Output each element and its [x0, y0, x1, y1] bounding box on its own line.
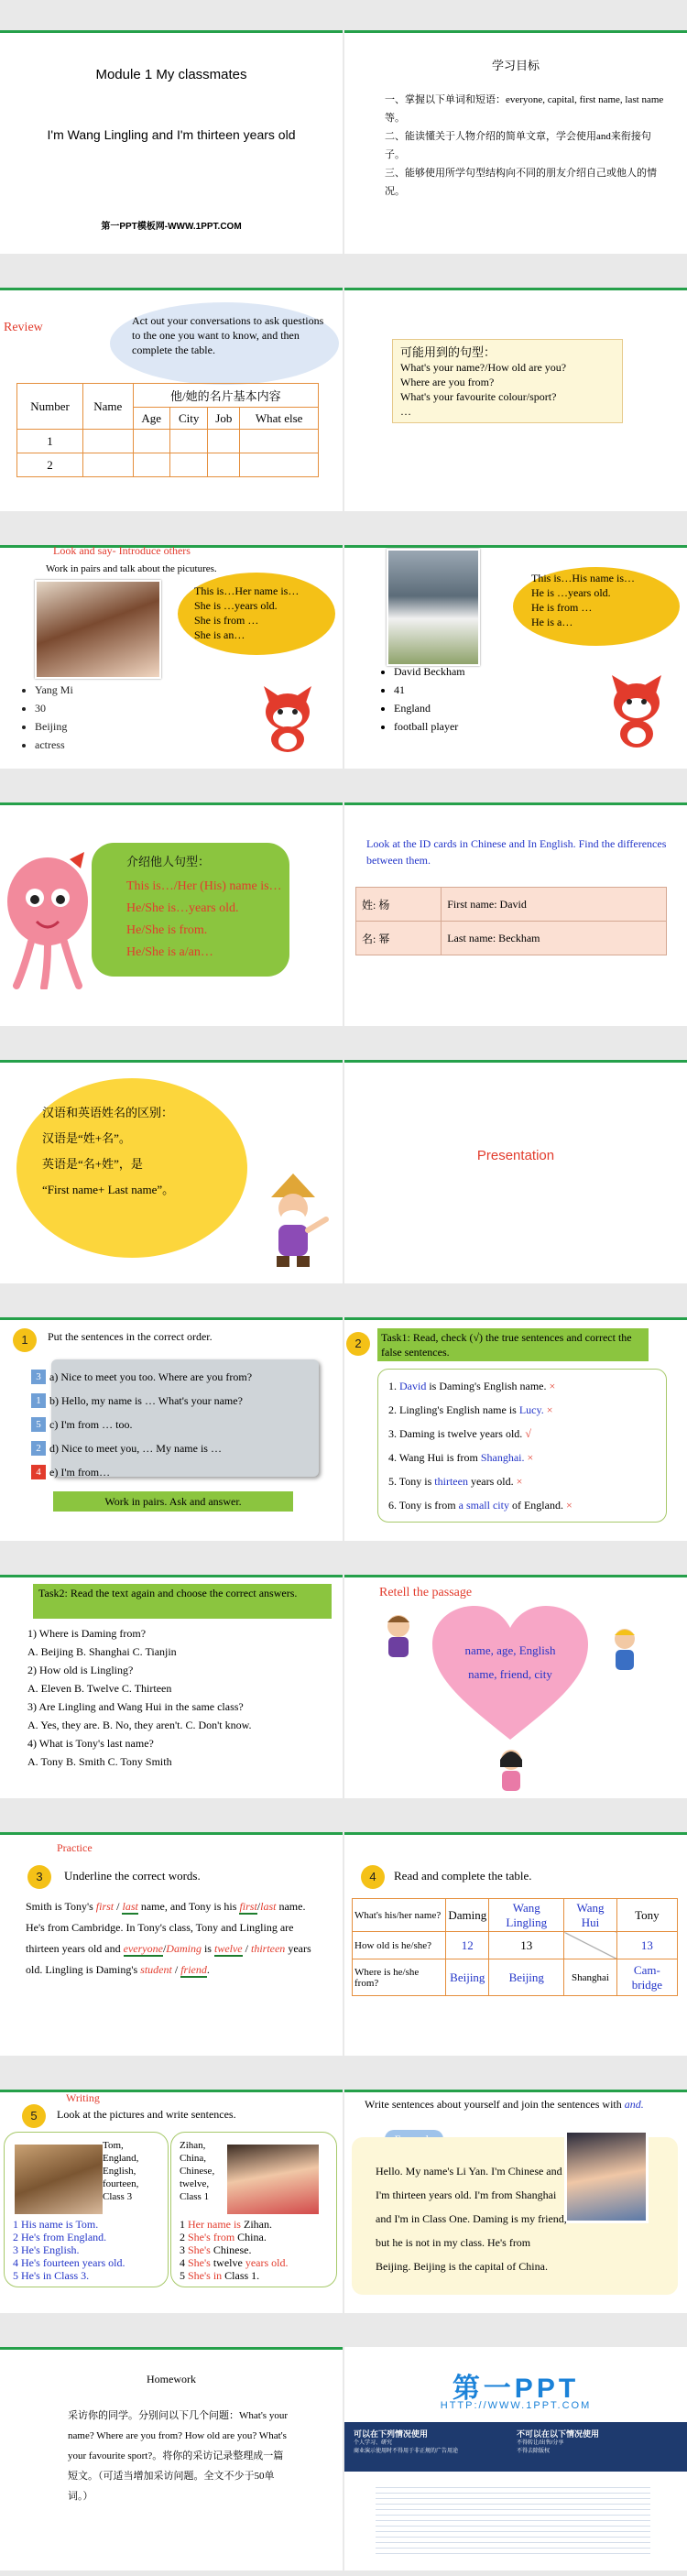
slide-3-review[interactable] [0, 288, 343, 511]
slide-2-objectives[interactable] [344, 30, 687, 254]
order-number: 4 [31, 1465, 46, 1479]
order-row-5 [31, 1460, 252, 1484]
li-yan-photo [564, 2130, 649, 2223]
slide-subtitle: Work in pairs and talk about the picutures. [46, 563, 217, 574]
zihan-sentence-1: 1 Her name is Zihan. [180, 2218, 272, 2231]
age-daming: 12 [446, 1932, 489, 1959]
pair-work-banner: Work in pairs. Ask and answer. [53, 1491, 293, 1512]
slide-8-id-cards[interactable] [344, 802, 687, 1026]
patterns-title: 可能用到的句型： [400, 345, 496, 359]
tom-fact-name: Tom, [103, 2140, 124, 2151]
id-task-title: Look at the ID cards in Chinese and In English. Find the differences between them. [366, 837, 667, 867]
en-first-name: First name: David [442, 888, 667, 922]
row-2: 2 [17, 453, 83, 477]
task-title: Put the sentences in the correct order. [48, 1330, 213, 1343]
zihan-fact-nationality: Chinese, [180, 2166, 215, 2177]
zihan-photo [227, 2145, 319, 2214]
statement-3: 3. Daming is twelve years old. √ [388, 1427, 531, 1440]
bubble-line-4: He is a… [531, 616, 573, 628]
beckham-facts [379, 662, 465, 736]
brand-logo: 第一PPT [452, 2374, 580, 2404]
allowed-heading: 可以在下列情况使用 [354, 2429, 429, 2439]
allowed-1: 个人学习、研究 [354, 2440, 393, 2446]
task-title: Read and complete the table. [394, 1869, 532, 1883]
task-title: Task1: Read, check (√) the true sentences and correct the false sentences. [377, 1328, 649, 1361]
order-row-3 [31, 1413, 252, 1436]
col-age: Age [133, 408, 169, 430]
heart-keywords: name, age, English name, friend, city [464, 1643, 556, 1681]
zihan-fact-class: Class 1 [180, 2191, 210, 2202]
age-label: How old is he/she? [353, 1932, 446, 1959]
slide-20-copyright[interactable] [344, 2347, 687, 2571]
slide-11-order[interactable] [0, 1317, 343, 1541]
city-wang-lingling: Beijing [489, 1959, 564, 1996]
cn-given-name: 名: 幂 [356, 922, 442, 955]
answers-4: A. Tony B. Smith C. Tony Smith [27, 1755, 172, 1768]
bubble-line-1: This is…Her name is… [194, 584, 300, 597]
forbidden-heading: 不可以在以下情况使用 [517, 2429, 600, 2439]
answers-2: A. Eleven B. Twelve C. Thirteen [27, 1682, 172, 1695]
pattern-3: What's your favourite colour/sport? [400, 390, 557, 403]
order-sentence: d) Nice to meet you, … My name is … [49, 1442, 222, 1455]
id-card-table [355, 887, 667, 955]
review-table [16, 383, 319, 477]
forbidden-1: 不得转让/出售/分享 [517, 2440, 564, 2446]
writing-label: Writing [66, 2091, 100, 2104]
col-card: 他/她的名片基本内容 [133, 384, 318, 408]
pink-mascot [4, 850, 92, 989]
statement-5: 5. Tony is thirteen years old. × [388, 1475, 523, 1488]
age-wang-hui [564, 1932, 616, 1959]
tom-sentence-1: 1 His name is Tom. [13, 2218, 99, 2231]
city-daming: Beijing [446, 1959, 489, 1996]
header-wang-lingling: Wang Lingling [489, 1899, 564, 1932]
objective-2: 二、能读懂关于人物介绍的简单文章，学会使用and来衔接句子。 [385, 131, 651, 160]
slide-19-homework[interactable] [0, 2347, 343, 2571]
order-sentence: a) Nice to meet you too. Where are you from? [49, 1370, 253, 1383]
task-title: Task2: Read the text again and choose the correct answers. [33, 1584, 332, 1619]
header-daming: Daming [446, 1899, 489, 1932]
zihan-sentence-5: 5 She's in Class 1. [180, 2269, 260, 2282]
order-sentence: e) I'm from… [49, 1466, 111, 1479]
blond-boy-cartoon [606, 1626, 643, 1672]
objectives-heading: 学习目标 [491, 59, 540, 72]
profile-table [352, 1898, 678, 1996]
tom-fact-class: Class 3 [103, 2191, 133, 2202]
statement-4: 4. Wang Hui is from Shanghai. × [388, 1451, 534, 1464]
forbidden-2: 不得去除版权 [517, 2449, 551, 2454]
yang-mi-facts [16, 681, 73, 754]
header-wang-hui: Wang Hui [564, 1899, 616, 1932]
zihan-fact-age: twelve, [180, 2178, 210, 2189]
diff-line-2: 汉语是“姓+名”。 [42, 1131, 131, 1145]
slide-10-presentation[interactable] [344, 1060, 687, 1283]
age-tony: 13 [616, 1932, 677, 1959]
cn-surname: 姓: 杨 [356, 888, 442, 922]
statement-1: 1. David is Daming's English name. × [388, 1380, 556, 1392]
tom-sentence-2: 2 He's from England. [13, 2231, 107, 2243]
slide-6-beckham[interactable] [344, 545, 687, 769]
task-number: 4 [361, 1865, 385, 1889]
task-number: 3 [27, 1865, 51, 1889]
task-number: 1 [13, 1328, 37, 1352]
slide-title: Look and say- Introduce others [53, 545, 191, 557]
task-number: 5 [22, 2104, 46, 2128]
statement-2: 2. Lingling's English name is Lucy. × [388, 1403, 553, 1416]
order-sentence: b) Hello, my name is … What's your name? [49, 1394, 243, 1407]
task-title: Write sentences about yourself and join the sentences with and. [365, 2098, 644, 2111]
tom-sentence-3: 3 He's English. [13, 2243, 80, 2256]
slide-7-intro-pattern[interactable] [0, 802, 343, 1026]
fact-job: • actress [35, 736, 73, 754]
order-number: 5 [31, 1417, 46, 1432]
fact-age: • 41 [394, 681, 465, 699]
city-label: Where is he/she from? [353, 1959, 446, 1996]
slide-17-writing[interactable] [0, 2090, 343, 2313]
bubble-line-2: She is …years old. [194, 599, 278, 612]
col-else: What else [240, 408, 319, 430]
fact-job: • football player [394, 717, 465, 736]
pattern-2: Where are you from? [400, 376, 495, 388]
order-row-2 [31, 1389, 252, 1413]
patterns-box [392, 339, 623, 423]
retell-title: Retell the passage [379, 1586, 473, 1599]
tom-fact-age: fourteen, [103, 2178, 139, 2189]
order-row-4 [31, 1436, 252, 1460]
tom-fact-nationality: English, [103, 2166, 136, 2177]
fox-mascot [256, 684, 319, 754]
bubble-line-2: He is …years old. [531, 586, 611, 599]
objective-1: 一、掌握以下单词和短语：everyone, capital, first name, last name等。 [385, 94, 664, 124]
city-wang-hui: Shanghai [564, 1959, 616, 1996]
age-wang-lingling: 13 [489, 1932, 564, 1959]
example-text: Hello. My name's Li Yan. I'm Chinese and I'm thirteen years old. I'm from Shanghai and I'm in Class One. Daming is my friend, but he is not in my class. He's from Beijing. Beijing is the capital of China. [376, 2165, 567, 2273]
tom-sentence-4: 4 He's fourteen years old. [13, 2256, 125, 2269]
tom-photo [15, 2145, 103, 2214]
task-number: 2 [346, 1332, 370, 1356]
header-label: What's his/her name? [353, 1899, 446, 1932]
answers-1: A. Beijing B. Shanghai C. Tianjin [27, 1645, 177, 1658]
homework-text: 采访你的同学。分别问以下几个问题：What's your name? Where are you from? How old are you? What's your favourite sport?。将你的采访记录整理成一篇短文。（可适当增加采访问题。全文不少于50单词。） [68, 2410, 288, 2502]
diff-line-3: 英语是“名+姓”，是 [42, 1157, 143, 1171]
zihan-sentence-4: 4 She's twelve years old. [180, 2256, 289, 2269]
zihan-sentence-3: 3 She's Chinese. [180, 2243, 252, 2256]
link-list-placeholder [376, 2483, 650, 2556]
col-city: City [169, 408, 207, 430]
answers-3: A. Yes, they are. B. No, they aren't. C. Don't know. [27, 1719, 252, 1731]
pattern-line-1: This is…/Her (His) name is… [126, 879, 282, 893]
presentation-title: Presentation [476, 1148, 555, 1163]
dwarf-cartoon [256, 1170, 332, 1272]
pattern-4: … [400, 405, 411, 418]
beckham-photo [387, 549, 480, 666]
zihan-fact-name: Zihan, [180, 2140, 206, 2151]
zihan-sentence-2: 2 She's from China. [180, 2231, 267, 2243]
underline-passage: Smith is Tony's first / last name, and Tony is his first/last name. He's from Cambridge. In Tony's class, Tony and Lingling are thirteen years old and everyone/Daming is twelve / thirteen years old. Lingling is Daming's student / friend. [26, 1900, 311, 1976]
order-sentence: c) I'm from … too. [49, 1418, 133, 1431]
order-number: 3 [31, 1370, 46, 1384]
fact-country: • England [394, 699, 465, 717]
lesson-title: I'm Wang Lingling and I'm thirteen years old [47, 127, 296, 142]
diff-line-4: “First name+ Last name”。 [42, 1183, 175, 1196]
task-title: Underline the correct words. [64, 1869, 201, 1883]
tom-fact-country: England, [103, 2153, 139, 2164]
bubble-line-4: She is an… [194, 628, 245, 641]
fox-mascot [605, 673, 669, 750]
slide-14-retell[interactable] [344, 1575, 687, 1798]
pattern-1: What's your name?/How old are you? [400, 361, 567, 374]
objective-3: 三、能够使用所学句型结构向不同的朋友介绍自己或他人的情况。 [385, 168, 657, 197]
order-number: 2 [31, 1441, 46, 1456]
zihan-fact-country: China, [180, 2153, 207, 2164]
slide-13-task2[interactable] [0, 1575, 343, 1798]
practice-label: Practice [57, 1841, 93, 1854]
question-3: 3) Are Lingling and Wang Hui in the same class? [27, 1700, 244, 1713]
footer-credit: 第一PPT模板网-WWW.1PPT.COM [101, 222, 242, 232]
col-name: Name [83, 384, 134, 430]
fact-name: • David Beckham [394, 662, 465, 681]
slide-15-practice[interactable] [0, 1832, 343, 2056]
pattern-line-2: He/She is…years old. [126, 901, 239, 915]
tom-sentence-5: 5 He's in Class 3. [13, 2269, 90, 2282]
fact-city: • Beijing [35, 717, 73, 736]
homework-title: Homework [147, 2373, 196, 2385]
en-last-name: Last name: Beckham [442, 922, 667, 955]
header-tony: Tony [616, 1899, 677, 1932]
task-title: Look at the pictures and write sentences. [57, 2108, 236, 2121]
yang-mi-photo [35, 580, 161, 679]
order-row-1 [31, 1365, 252, 1389]
pattern-line-4: He/She is a/an… [126, 945, 213, 959]
slide-18-example[interactable] [344, 2090, 687, 2313]
allowed-2: 商业演示使用时不得用于非正规的广告用途 [354, 2449, 459, 2454]
question-2: 2) How old is Lingling? [27, 1664, 134, 1676]
diff-line-1: 汉语和英语姓名的区别： [42, 1106, 174, 1119]
slide-12-task1[interactable] [344, 1317, 687, 1541]
question-4: 4) What is Tony's last name? [27, 1737, 154, 1750]
slide-16-complete-table[interactable] [344, 1832, 687, 2056]
pattern-title: 介绍他人句型： [126, 855, 211, 868]
col-number: Number [17, 384, 83, 430]
col-job: Job [208, 408, 240, 430]
boy-cartoon [377, 1611, 420, 1661]
cloud-text: Act out your conversations to ask questions to the one you want to know, and then complete the table. [132, 314, 324, 356]
girl-cartoon [491, 1747, 531, 1793]
slide-9-name-order[interactable] [0, 1060, 343, 1283]
order-number: 1 [31, 1393, 46, 1408]
city-tony: Cam-bridge [616, 1959, 677, 1996]
slide-1-title[interactable] [0, 30, 343, 254]
module-title: Module 1 My classmates [95, 67, 247, 82]
statement-6: 6. Tony is from a small city of England. × [388, 1499, 572, 1512]
slide-4-patterns[interactable] [344, 288, 687, 511]
slide-5-look-and-say[interactable] [0, 545, 343, 769]
row-1: 1 [17, 430, 83, 453]
bubble-line-1: This is…His name is… [531, 572, 635, 584]
question-1: 1) Where is Daming from? [27, 1627, 147, 1640]
bubble-line-3: She is from … [194, 614, 259, 627]
fact-age: • 30 [35, 699, 73, 717]
brand-url: HTTP://WWW.1PPT.COM [440, 2400, 592, 2411]
fact-name: • Yang Mi [35, 681, 73, 699]
bubble-line-3: He is from … [531, 601, 593, 614]
pattern-line-3: He/She is from. [126, 923, 208, 937]
review-label: Review [4, 321, 43, 334]
